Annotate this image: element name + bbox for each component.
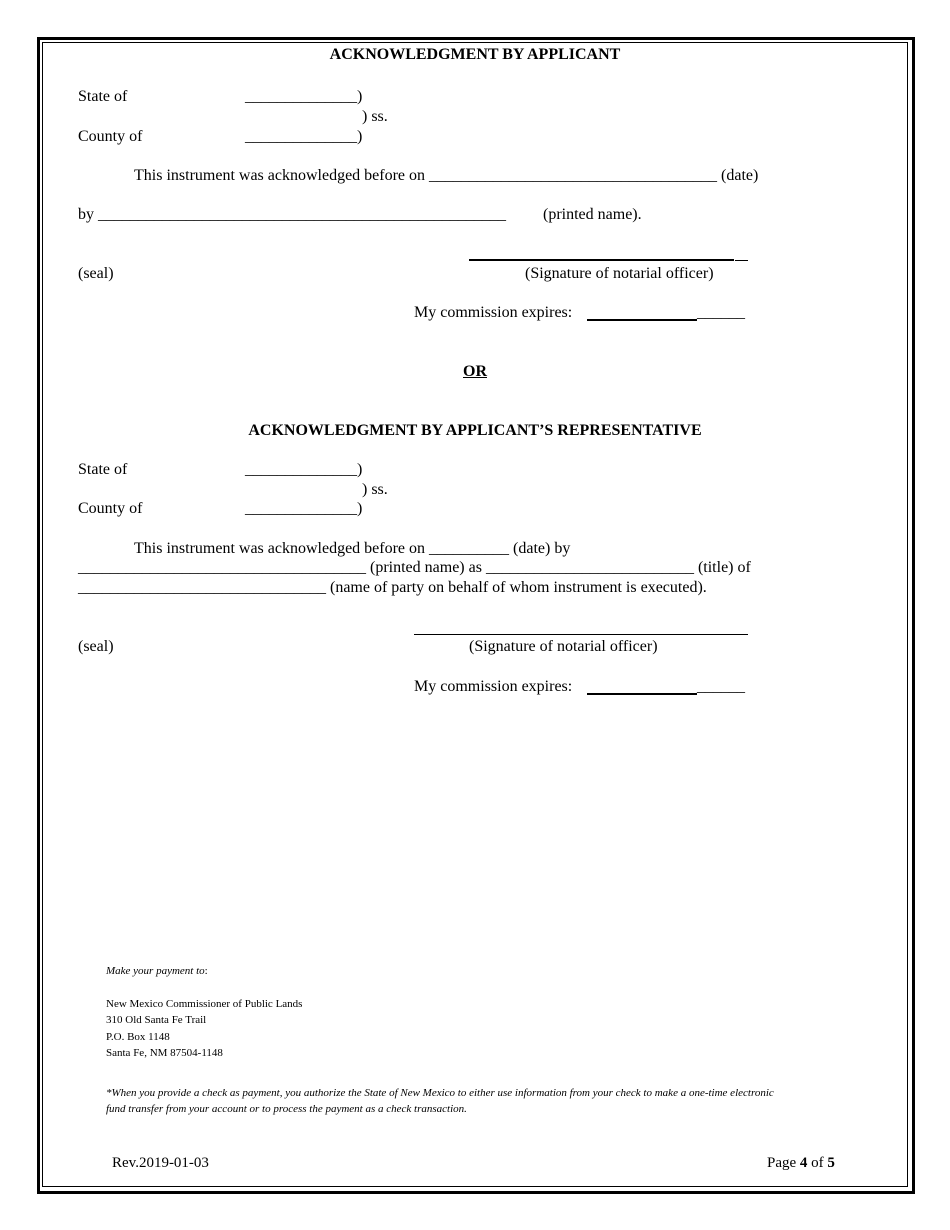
section1-commission-label: My commission expires:	[414, 304, 573, 321]
payment-heading-text: Make your payment to	[106, 965, 205, 977]
page-total: 5	[827, 1155, 835, 1171]
or-divider: OR	[463, 363, 487, 380]
section1-commission-line[interactable]	[587, 319, 697, 321]
payment-heading	[106, 963, 208, 979]
section2-ack-text: This instrument was acknowledged before on __________ (date) by	[134, 540, 571, 557]
payment-note-line1: *When you provide a check as payment, you authorize the State of New Mexico to either use information from your check to make a one-time electronic	[106, 1087, 774, 1099]
page-current: 4	[799, 1155, 808, 1171]
section2-commission-line[interactable]	[587, 693, 697, 695]
section1-ack-text: This instrument was acknowledged before on ____________________________________ (date)	[134, 167, 759, 184]
section2-signature-line[interactable]	[414, 634, 748, 635]
section1-title: ACKNOWLEDGMENT BY APPLICANT	[329, 46, 621, 63]
section1-county-blank[interactable]: ______________)	[245, 128, 363, 145]
section1-signature-line[interactable]	[469, 259, 734, 261]
section2-county-blank[interactable]: ______________)	[245, 500, 363, 517]
section1-state-label: State of	[78, 88, 128, 105]
payment-address-line: P.O. Box 1148	[106, 1031, 170, 1043]
section1-seal: (seal)	[78, 265, 114, 282]
page-prefix: Page	[767, 1155, 800, 1171]
payment-address-line: New Mexico Commissioner of Public Lands	[106, 998, 303, 1010]
section1-commission-blank: ______	[697, 304, 745, 321]
section1-signature-caption: (Signature of notarial officer)	[525, 265, 714, 282]
section2-title: ACKNOWLEDGMENT BY APPLICANT’S REPRESENTATIVE	[248, 422, 702, 439]
payment-heading-colon: :	[204, 965, 208, 977]
section2-seal: (seal)	[78, 638, 114, 655]
section1-signature-line-tail	[735, 260, 748, 261]
section1-ss: ) ss.	[362, 108, 388, 125]
section2-ss: ) ss.	[362, 481, 388, 498]
payment-note-line2: fund transfer from your account or to process the payment as a check transaction.	[106, 1103, 467, 1115]
section2-state-label: State of	[78, 461, 128, 478]
section1-county-label: County of	[78, 128, 143, 145]
revision-label: Rev.2019-01-03	[112, 1155, 209, 1171]
section1-printed-name-label: (printed name).	[543, 206, 642, 223]
section2-state-blank[interactable]: ______________)	[245, 461, 363, 478]
page-number	[767, 1154, 835, 1172]
section1-state-blank[interactable]: ______________)	[245, 88, 363, 105]
section2-commission-blank: ______	[697, 678, 745, 695]
section2-signature-caption: (Signature of notarial officer)	[469, 638, 658, 655]
section2-county-label: County of	[78, 500, 143, 517]
page-of: of	[807, 1155, 828, 1171]
section2-commission-label: My commission expires:	[414, 678, 573, 695]
section2-party-line[interactable]: _______________________________ (name of party on behalf of whom instrument is executed).	[78, 579, 707, 596]
payment-address-line: 310 Old Santa Fe Trail	[106, 1014, 207, 1026]
payment-address-line: Santa Fe, NM 87504-1148	[106, 1047, 223, 1059]
section2-printed-name-line[interactable]: ____________________________________ (printed name) as __________________________ (title) of	[78, 559, 751, 576]
section1-by-line[interactable]: by ___________________________________________________	[78, 206, 506, 223]
